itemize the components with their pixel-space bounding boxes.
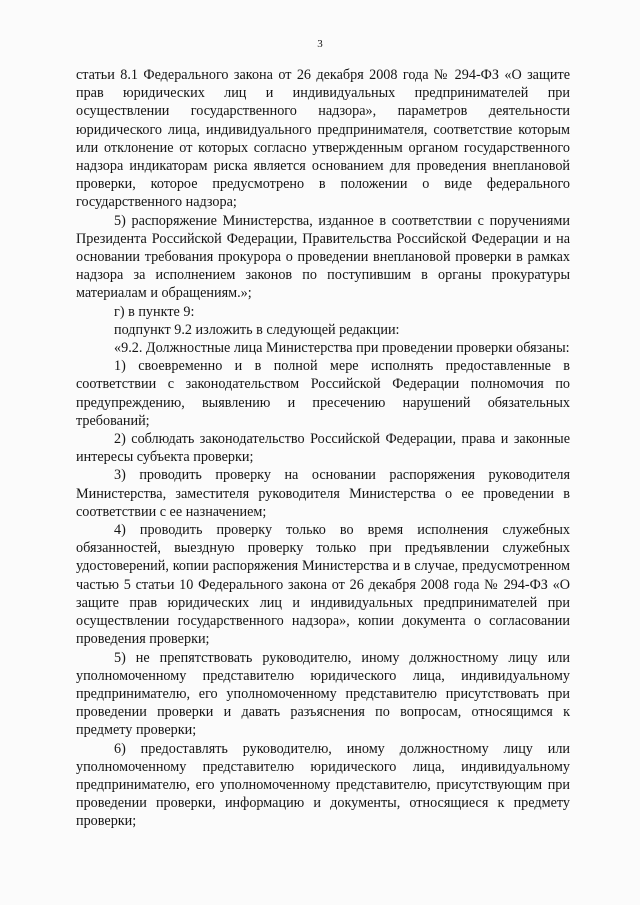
paragraph: 5) не препятствовать руководителю, иному должностному лицу или уполномоченному представителю юридического лица, индивидуальному предпринимателю, его уполномоченному представителю присутствовать при проведении проверки и давать разъяснения по вопросам, относящимся к предмету проверки; (76, 649, 570, 739)
paragraph: г) в пункте 9: (114, 303, 195, 320)
paragraph: 6) предоставлять руководителю, иному должностному лицу или уполномоченному представителю юридического лица, индивидуальному предпринимателю, его уполномоченному представителю, присутствующим при проведении проверки, информацию и документы, относящиеся к предмету проверки; (76, 740, 570, 830)
paragraph: статьи 8.1 Федерального закона от 26 декабря 2008 года № 294-ФЗ «О защите прав юридических лиц и индивидуальных предпринимателей при осуществлении государственного надзора», параметров деятельности юридического лица, индивидуального предпринимателя, соответствие которым или отклонение от которых согласно утвержденным органом государственного надзора индикаторам риска является основанием для проведения внеплановой проверки, которое предусмотрено в положении о виде федерального государственного надзора; (76, 67, 570, 211)
paragraph: подпункт 9.2 изложить в следующей редакции: (114, 321, 400, 338)
paragraph: 1) своевременно и в полной мере исполнять предоставленные в соответствии с законодательством Российской Федерации полномочия по предупреждению, выявлению и пресечению нарушений обязательных требований; (76, 358, 570, 429)
document-body (76, 66, 570, 831)
paragraph: 2) соблюдать законодательство Российской Федерации, права и законные интересы субъекта проверки; (76, 431, 570, 466)
paragraph: 5) распоряжение Министерства, изданное в соответствии с поручениями Президента Российской Федерации, Правительства Российской Федерации и на основании требования прокурора о проведении внеплановой проверки в рамках надзора за исполнением законов по поступившим в органы прокуратуры материалам и обращениям.»; (76, 212, 570, 302)
paragraph: «9.2. Должностные лица Министерства при проведении проверки обязаны: (114, 340, 570, 357)
paragraph: 4) проводить проверку только во время исполнения служебных обязанностей, выездную проверку только при предъявлении служебных удостоверений, копии распоряжения Министерства и в случае, предусмотренном частью 5 статьи 10 Федерального закона от 26 декабря 2008 года № 294-ФЗ «О защите прав юридических лиц и индивидуальных предпринимателей при осуществлении государственного надзора», копии документа о согласовании проведения проверки; (76, 522, 570, 648)
page-number: 3 (317, 38, 323, 50)
paragraph: 3) проводить проверку на основании распоряжения руководителя Министерства, заместителя руководителя Министерства о ее проведении в соответствии с ее назначением; (76, 467, 570, 520)
